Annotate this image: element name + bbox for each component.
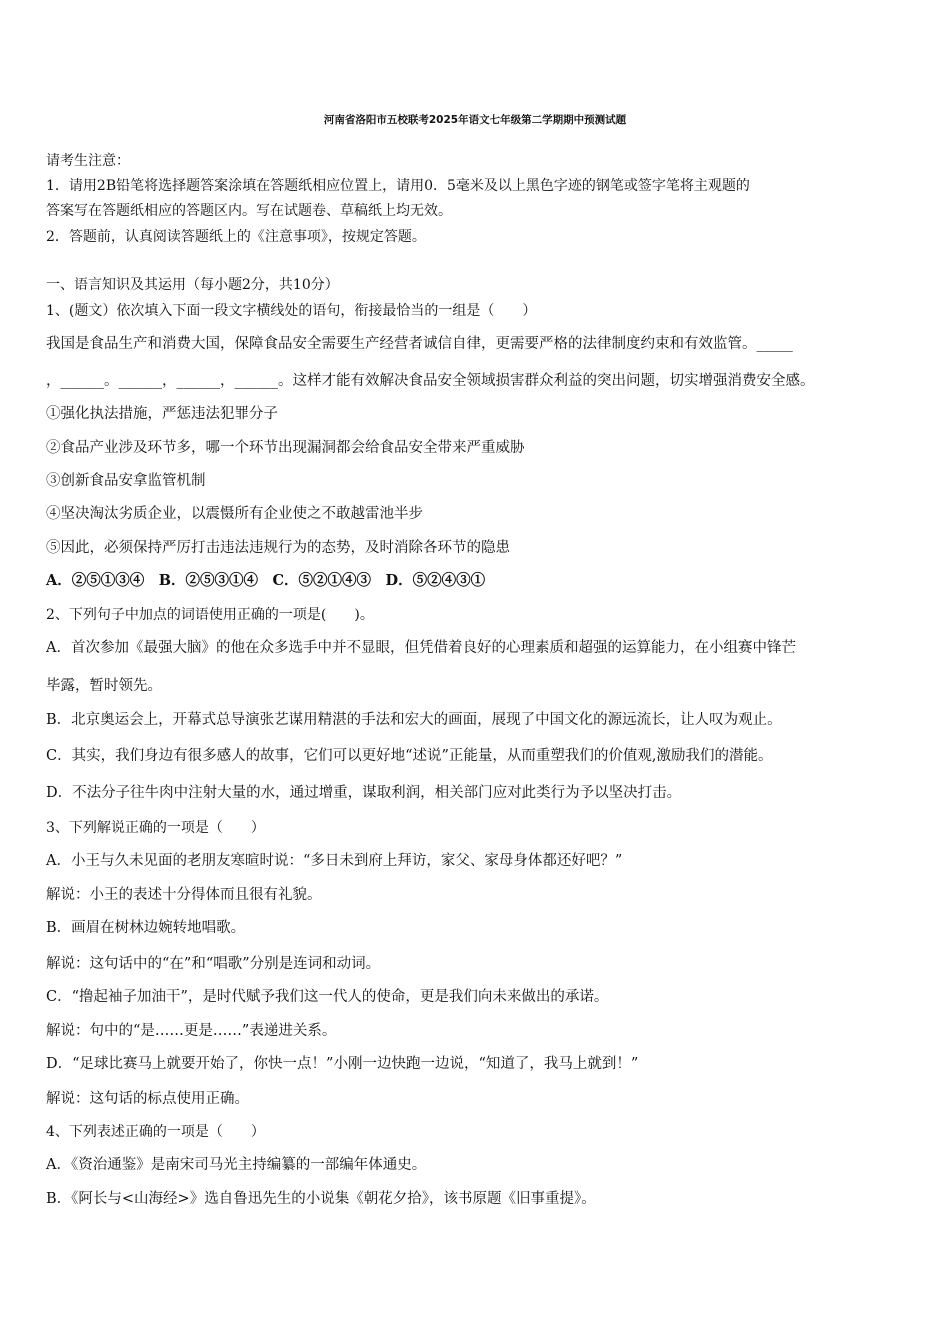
notice-heading: 请考生注意： (46, 153, 130, 169)
notice-item-2: 2．答题前，认真阅读答题纸上的《注意事项》，按规定答题。 (46, 229, 426, 245)
question-3-option-b: B．画眉在树林边婉转地唱歌。 (46, 920, 246, 936)
question-3-option-d-note: 解说：这句话的标点使用正确。 (46, 1091, 249, 1107)
question-2-option-c: C．其实，我们身边有很多感人的故事，它们可以更好地“述说”正能量，从而重塑我们的价值观,激励我们的潜能。 (46, 748, 773, 764)
question-2-option-a-line-1: A．首次参加《最强大脑》的他在众多选手中并不显眼，但凭借着良好的心理素质和超强的运算能力，在小组赛中锋芒 (46, 640, 796, 656)
question-2-option-b: B．北京奥运会上，开幕式总导演张艺谋用精湛的手法和宏大的画面，展现了中国文化的源远流长，让人叹为观止。 (46, 712, 782, 728)
page-title: 河南省洛阳市五校联考2025年语文七年级第二学期期中预测试题 (323, 114, 627, 126)
question-3-option-d: D．“足球比赛马上就要开始了，你快一点！”小刚一边快跑一边说，“知道了，我马上就到！” (46, 1056, 639, 1072)
question-1-sentence-5: ⑤因此，必须保持严厉打击违法违规行为的态势，及时消除各环节的隐患 (46, 540, 510, 556)
question-3-option-c-note: 解说：句中的“是……更是……”表递进关系。 (46, 1023, 337, 1039)
question-3-option-a: A．小王与久未见面的老朋友寒暄时说：“多日未到府上拜访，家父、家母身体都还好吧？” (46, 853, 623, 869)
question-1-sentence-4: ④坚决淘汰劣质企业，以震慑所有企业使之不敢越雷池半步 (46, 506, 423, 522)
notice-item-1-line-1: 1．请用2B铅笔将选择题答案涂填在答题纸相应位置上，请用0．5毫米及以上黑色字迹的钢笔或签字笔将主观题的 (46, 178, 750, 194)
question-1-sentence-2: ②食品产业涉及环节多，哪一个环节出现漏洞都会给食品安全带来严重威胁 (46, 440, 525, 456)
question-4-option-b: B．《阿长与<山海经>》选自鲁迅先生的小说集《朝花夕拾》，该书原题《旧事重提》。 (46, 1191, 596, 1207)
question-3-stem: 3、下列解说正确的一项是（ ） (46, 820, 265, 836)
section-heading: 一、语言知识及其运用（每小题2分，共10分） (46, 277, 339, 293)
question-2-stem: 2、下列句子中加点的词语使用正确的一项是( )。 (46, 607, 374, 623)
question-1-choices: A．②⑤①③④ B．②⑤③①④ C．⑤②①④③ D．⑤②④③① (46, 572, 486, 589)
question-2-option-d: D．不法分子往牛肉中注射大量的水，通过增重，谋取利润，相关部门应对此类行为予以坚决打击。 (46, 785, 682, 801)
question-1-passage-line-1: 我国是食品生产和消费大国，保障食品安全需要生产经营者诚信自律，更需要严格的法律制度约束和有效监管。_____ (46, 336, 793, 352)
question-1-sentence-3: ③创新食品安拿监管机制 (46, 473, 206, 489)
question-3-option-c: C．“撸起袖子加油干”，是时代赋予我们这一代人的使命，更是我们向未来做出的承诺。 (46, 989, 609, 1005)
question-1-passage-line-2: ，______。______，______，______。这样才能有效解决食品安全领域损害群众利益的突出问题，切实增强消费安全感。 (46, 373, 815, 389)
notice-item-1-line-2: 答案写在答题纸相应的答题区内。写在试题卷、草稿纸上均无效。 (46, 203, 452, 219)
question-2-option-a-line-2: 毕露，暂时领先。 (46, 678, 162, 694)
question-1-stem: 1、(题文）依次填入下面一段文字横线处的语句，衔接最恰当的一组是（ ） (46, 303, 537, 319)
question-4-option-a: A．《资治通鉴》是南宋司马光主持编纂的一部编年体通史。 (46, 1157, 427, 1173)
question-4-stem: 4、下列表述正确的一项是（ ） (46, 1124, 265, 1140)
question-1-sentence-1: ①强化执法措施，严惩违法犯罪分子 (46, 406, 278, 422)
question-3-option-b-note: 解说：这句话中的“在”和“唱歌”分别是连词和动词。 (46, 956, 381, 972)
question-3-option-a-note: 解说：小王的表述十分得体而且很有礼貌。 (46, 887, 322, 903)
